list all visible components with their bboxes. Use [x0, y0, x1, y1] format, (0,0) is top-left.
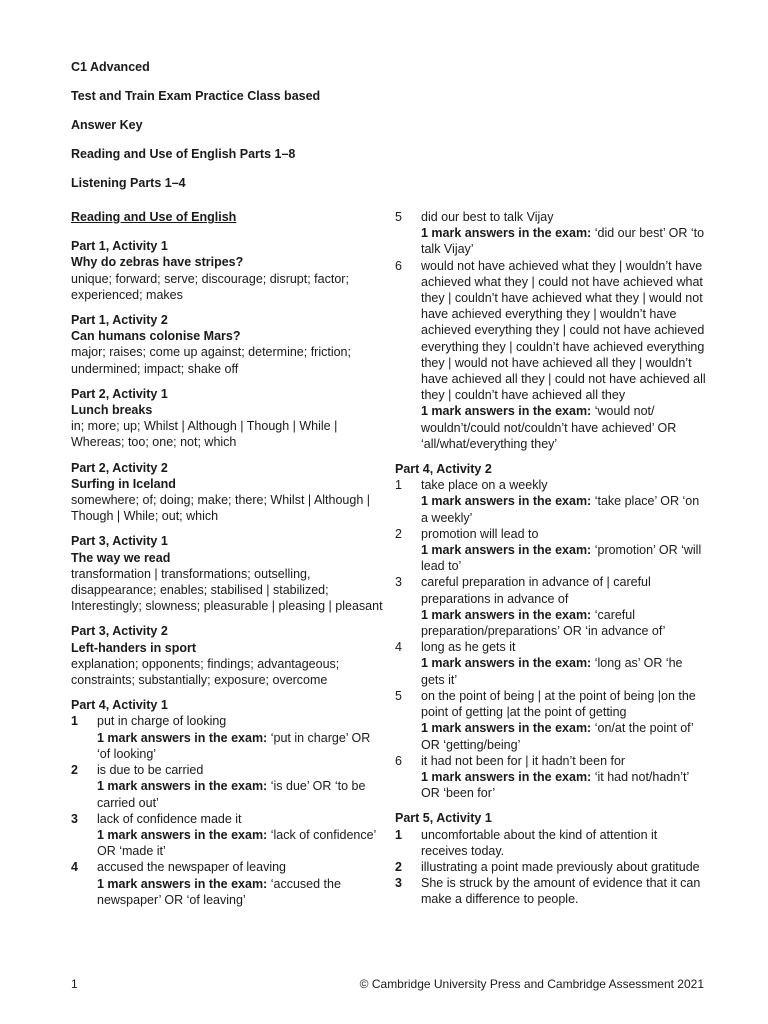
mark-answer: ‘careful preparation/preparations’ OR ‘in advance of’	[421, 607, 666, 639]
activity-title: Part 3, Activity 1	[71, 534, 168, 549]
answer-item	[395, 258, 707, 452]
activity-answers: somewhere; of; doing; make; there; Whilst | Although | Though | While; out; which	[71, 493, 371, 524]
item-answer: uncomfortable about the kind of attention it receives today.	[421, 827, 658, 858]
section-title: Reading and Use of English	[71, 210, 237, 224]
item-answer: put in charge of looking	[97, 714, 227, 729]
item-number: 2	[395, 859, 402, 874]
item-number: 6	[395, 753, 402, 768]
page-number: 1	[71, 977, 78, 991]
item-number: 1	[395, 478, 402, 493]
mark-answer: ‘did our best’ OR ‘to talk Vijay’	[421, 226, 705, 257]
answer-item	[71, 859, 383, 908]
answer-item	[395, 688, 707, 753]
activity-title: Part 1, Activity 2	[71, 313, 168, 328]
item-answer: it had not been for | it hadn’t been for	[421, 753, 626, 768]
answer-item	[395, 209, 707, 258]
item-answer: take place on a weekly	[421, 478, 548, 493]
answer-item	[395, 574, 707, 639]
item-number: 4	[71, 860, 78, 875]
mark-answer: ‘accused the newspaper’ OR ‘of leaving’	[97, 876, 341, 907]
mark-answer: ‘long as’ OR ‘he gets it’	[421, 656, 683, 687]
left-column	[71, 209, 383, 917]
level-heading: C1 Advanced	[71, 60, 150, 74]
item-number: 3	[395, 575, 402, 590]
item-number: 2	[71, 763, 78, 778]
mark-answer: ‘put in charge’ OR ‘of looking’	[97, 730, 371, 761]
activity-subtitle: Lunch breaks	[71, 403, 153, 418]
activity-title: Part 4, Activity 2	[395, 462, 492, 477]
activity-title: Part 2, Activity 1	[71, 386, 168, 401]
answer-item	[395, 639, 707, 688]
activity-block	[395, 810, 707, 907]
activity-answers: major; raises; come up against; determine; friction; undermined; impact; shake off	[71, 345, 351, 376]
answer-item	[71, 762, 383, 811]
mark-label: 1 mark answers in the exam:	[421, 721, 592, 736]
activity-block	[71, 238, 383, 303]
answer-item	[395, 827, 707, 859]
item-answer: She is struck by the amount of evidence that it can make a difference to people.	[421, 876, 701, 907]
listening-parts-heading: Listening Parts 1–4	[71, 176, 186, 190]
answer-item	[395, 753, 707, 802]
mark-answer: ‘on/at the point of’ OR ‘getting/being’	[421, 721, 694, 752]
mark-label: 1 mark answers in the exam:	[97, 730, 268, 745]
item-number: 4	[395, 640, 402, 655]
activity-block	[71, 386, 383, 451]
item-answer: did our best to talk Vijay	[421, 210, 554, 224]
activity-block-continued	[395, 209, 707, 452]
activity-title: Part 2, Activity 2	[71, 460, 168, 475]
activity-title: Part 1, Activity 1	[71, 239, 168, 254]
activity-title: Part 4, Activity 1	[71, 698, 168, 713]
answer-item	[395, 477, 707, 526]
item-number: 3	[395, 876, 402, 891]
right-column	[395, 209, 707, 917]
item-number: 5	[395, 210, 402, 224]
copyright-notice: © Cambridge University Press and Cambridge Assessment 2021	[359, 977, 704, 991]
activity-subtitle: Can humans colonise Mars?	[71, 329, 241, 344]
item-answer: lack of confidence made it	[97, 811, 242, 826]
activity-block	[71, 623, 383, 688]
reading-parts-heading: Reading and Use of English Parts 1–8	[71, 147, 296, 161]
mark-label: 1 mark answers in the exam:	[421, 607, 592, 622]
activity-answers: unique; forward; serve; discourage; disrupt; factor; experienced; makes	[71, 271, 349, 302]
activity-subtitle: The way we read	[71, 550, 171, 565]
mark-answer: ‘would not/ wouldn’t/could not/couldn’t have achieved’ OR ‘all/what/everything they’	[421, 404, 677, 451]
mark-label: 1 mark answers in the exam:	[421, 656, 592, 671]
item-number: 3	[71, 811, 78, 826]
activity-block	[71, 697, 383, 908]
item-number: 6	[395, 258, 402, 273]
mark-label: 1 mark answers in the exam:	[421, 769, 592, 784]
mark-label: 1 mark answers in the exam:	[97, 827, 268, 842]
activity-title: Part 5, Activity 1	[395, 811, 492, 826]
mark-answer: ‘is due’ OR ‘to be carried out’	[97, 779, 366, 810]
answer-item	[71, 811, 383, 860]
activity-title: Part 3, Activity 2	[71, 624, 168, 639]
doc-type-heading: Answer Key	[71, 118, 143, 132]
mark-answer: ‘take place’ OR ‘on a weekly’	[421, 494, 700, 525]
answer-item	[395, 526, 707, 575]
mark-label: 1 mark answers in the exam:	[97, 876, 268, 891]
mark-label: 1 mark answers in the exam:	[421, 543, 592, 558]
item-answer: careful preparation in advance of | careful preparations in advance of	[421, 575, 651, 606]
item-answer: promotion will lead to	[421, 526, 539, 541]
activity-block	[71, 460, 383, 525]
activity-block	[395, 461, 707, 801]
mark-answer: ‘promotion’ OR ‘will lead to’	[421, 543, 702, 574]
answer-item	[395, 859, 707, 875]
mark-label: 1 mark answers in the exam:	[97, 779, 268, 794]
item-number: 2	[395, 526, 402, 541]
item-number: 5	[395, 688, 402, 703]
mark-answer: ‘it had not/hadn’t’ OR ‘been for’	[421, 769, 689, 801]
item-number: 1	[395, 827, 402, 842]
activity-block	[71, 312, 383, 377]
item-answer: would not have achieved what they | wouldn’t have achieved what they | could not have achieved what they | couldn’t have achieved what they | would not have achieved everything they | wouldn’t have achieved everything they | could not have achieved everything they | couldn’t have achieved everything they | would not have achieved all they | wouldn’t have achieved all they | could not have achieved all they | couldn’t have achieved all they	[421, 258, 706, 403]
activity-subtitle: Left-handers in sport	[71, 640, 197, 655]
mark-label: 1 mark answers in the exam:	[421, 226, 592, 241]
item-answer: accused the newspaper of leaving	[97, 860, 287, 875]
mark-label: 1 mark answers in the exam:	[421, 494, 592, 509]
item-answer: is due to be carried	[97, 763, 204, 778]
activity-subtitle: Surfing in Iceland	[71, 476, 176, 491]
item-answer: long as he gets it	[421, 640, 516, 655]
mark-answer: ‘lack of confidence’ OR ‘made it’	[97, 827, 376, 859]
activity-answers: in; more; up; Whilst | Although | Though | While | Whereas; too; one; not; which	[71, 419, 338, 450]
item-answer: on the point of being | at the point of being |on the point of getting |at the point of getting	[421, 688, 696, 720]
activity-answers: transformation | transformations; outselling, disappearance; enables; stabilised | stabilized; Interestingly; slowness; pleasurable | pleasing | pleasant	[71, 566, 383, 614]
answer-item	[71, 713, 383, 762]
activity-answers: explanation; opponents; findings; advantageous; constraints; substantially; exposure; overcome	[71, 656, 340, 688]
item-answer: illustrating a point made previously about gratitude	[421, 859, 700, 874]
answer-item	[395, 875, 707, 907]
mark-label: 1 mark answers in the exam:	[421, 404, 592, 419]
item-number: 1	[71, 714, 78, 729]
activity-subtitle: Why do zebras have stripes?	[71, 255, 244, 270]
activity-block	[71, 533, 383, 614]
course-heading: Test and Train Exam Practice Class based	[71, 89, 321, 103]
